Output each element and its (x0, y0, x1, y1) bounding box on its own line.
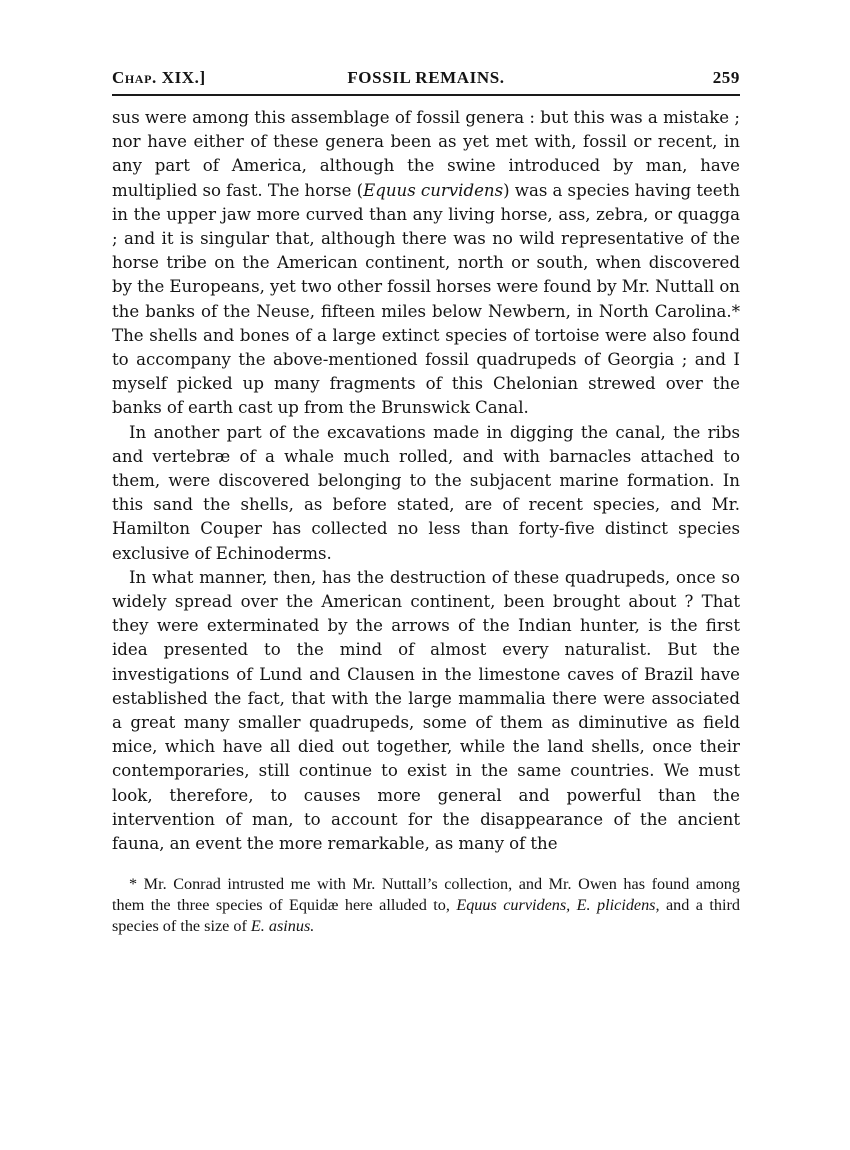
chapter-label: Chap. XIX.] (112, 68, 206, 87)
body-text (112, 106, 740, 856)
species-name-equus-curvidens: Equus curvidens (363, 180, 504, 200)
paragraph-1-text-c: ) was a species having teeth in the upper jaw more curved than any living horse, ass, zebra, or quagga ; and it is singular that, although there was no wild representative of the horse tribe on the American continent, north or south, when discovered by the Europeans, yet two other fossil horses were found by Mr. Nuttall on the banks of the Neuse, fifteen miles below Newbern, in North Carolina.* The shells and bones of a large extinct species of tortoise were also found to accompany the above-mentioned fossil quadrupeds of Georgia ; and I myself picked up many fragments of this Chelonian strewed over the banks of earth cast up from the Brunswick Canal. (112, 180, 740, 418)
paragraph-3: In what manner, then, has the destruction of these quadrupeds, once so widely spread over the American continent, been brought about ? That they were exterminated by the arrows of the Indian hunter, is the first idea presented to the mind of almost every naturalist. But the investigations of Lund and Clausen in the limestone caves of Brazil have established the fact, that with the large mammalia there were associated a great many smaller quadrupeds, some of them as diminutive as field mice, which have all died out together, while the land shells, once their contemporaries, still continue to exist in the same countries. We must look, therefore, to causes more general and powerful than the intervention of man, to account for the disappearance of the ancient fauna, an event the more remarkable, as many of the (112, 567, 740, 854)
page-number: 259 (712, 68, 740, 87)
paragraph-2: In another part of the excavations made in digging the canal, the ribs and vertebræ of a whale much rolled, and with barnacles attached to them, were discovered belonging to the subjacent marine formation. In this sand the shells, as before stated, are of recent species, and Mr. Hamilton Couper has collected no less than forty-five distinct species exclusive of Echinoderms. (112, 422, 740, 563)
footnote-species-names: Equus curvidens, E. plicidens, (456, 896, 660, 915)
book-page (112, 62, 740, 937)
footnote (112, 874, 740, 937)
footnote-text-c: and a third species of the size of (112, 896, 741, 936)
header-rule (112, 94, 740, 96)
paragraph-1-text-a: sus were among this assemblage of fossil genera : but this was a mistake ; nor have either of these genera been as yet met with, fossil or recent, in any part of America, although the swine introduced by man, have multiplied so fast. The horse ( (112, 108, 740, 200)
running-title: FOSSIL REMAINS. (347, 68, 505, 87)
footnote-text-a: * Mr. Conrad intrusted me with Mr. Nuttall’s collection, and Mr. Owen has found among them the three species of Equidæ here alluded to, (112, 875, 740, 915)
footnote-species-asinus: E. asinus. (250, 917, 315, 936)
running-header (112, 62, 740, 92)
paragraph-1 (112, 106, 740, 421)
